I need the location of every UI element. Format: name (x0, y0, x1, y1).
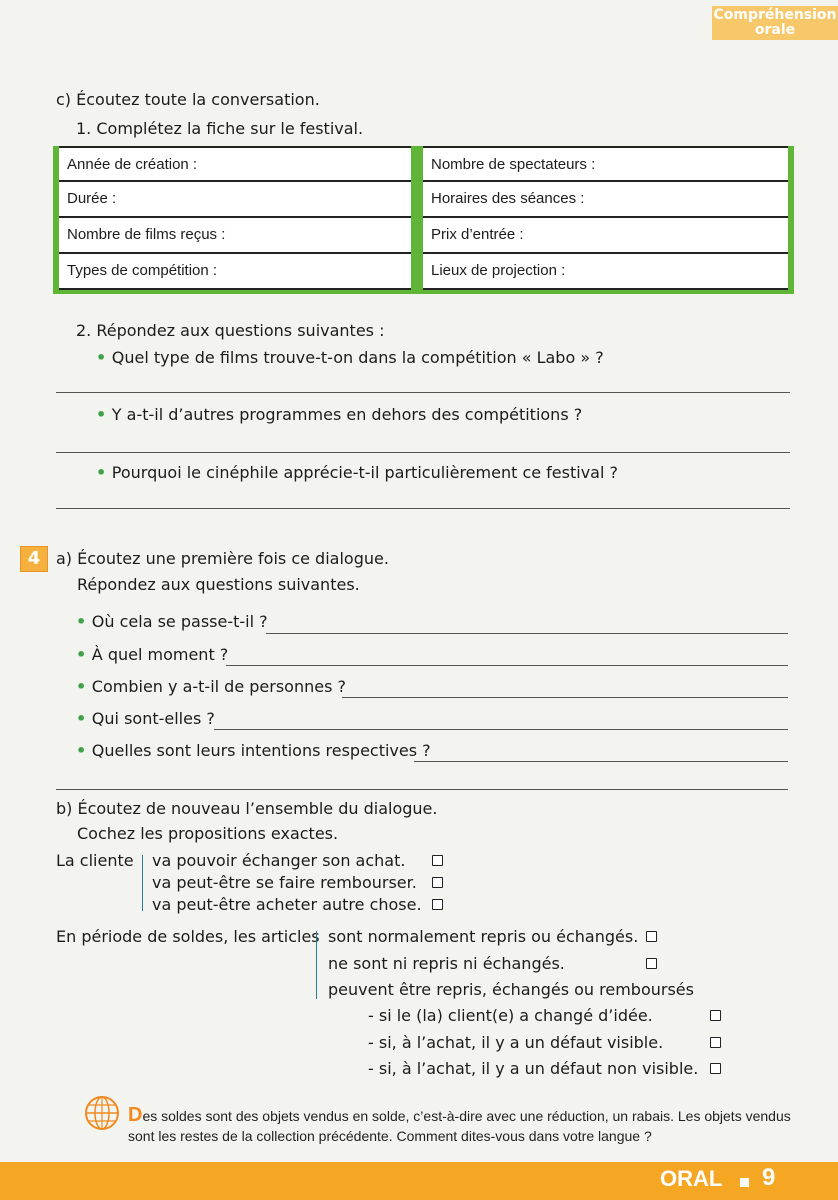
culture-note-text: es soldes sont des objets vendus en solde, c’est-à-dire avec une réduction, un rabais. Les objets vendus (142, 1108, 791, 1124)
answer-line[interactable] (342, 697, 788, 698)
question-item: • Qui sont-elles ? (76, 709, 215, 728)
answer-line[interactable] (214, 729, 788, 730)
section-tab: Compréhension orale (713, 7, 837, 38)
part-a-title: a) Écoutez une première fois ce dialogue. (56, 549, 389, 568)
question-item: • Où cela se passe-t-il ? (76, 612, 268, 631)
part-a-subtitle: Répondez aux questions suivantes. (77, 575, 360, 594)
fiche-field[interactable]: Année de création : (59, 146, 411, 182)
answer-line[interactable] (56, 789, 788, 790)
fiche-field[interactable]: Types de compétition : (59, 254, 411, 290)
part-b-title: b) Écoutez de nouveau l’ensemble du dialogue. (56, 799, 438, 818)
option-label: ne sont ni repris ni échangés. (328, 954, 565, 973)
culture-note-line2: sont les restes de la collection précédente. Comment dites-vous dans votre langue ? (128, 1128, 652, 1144)
question-item: • Quel type de films trouve-t-on dans la compétition « Labo » ? (96, 348, 604, 367)
checkbox[interactable] (710, 1063, 721, 1074)
fiche-field[interactable]: Nombre de films reçus : (59, 218, 411, 254)
culture-note-line1 (128, 1104, 791, 1127)
bracket-rule (142, 855, 143, 911)
fiche-field[interactable]: Prix d’entrée : (423, 218, 788, 254)
answer-line[interactable] (56, 508, 790, 509)
cliente-label: La cliente (56, 851, 134, 870)
soldes-label: En période de soldes, les articles (56, 927, 320, 946)
fiche-right-column (417, 146, 794, 294)
option-label: va pouvoir échanger son achat. (152, 851, 406, 870)
fiche-field[interactable]: Lieux de projection : (423, 254, 788, 290)
part-c-step1: 1. Complétez la fiche sur le festival. (76, 119, 364, 138)
checkbox[interactable] (432, 899, 443, 910)
bracket-rule (316, 931, 317, 999)
question-item: • À quel moment ? (76, 645, 228, 664)
sub-option-label: - si le (la) client(e) a changé d’idée. (368, 1006, 653, 1025)
answer-line[interactable] (56, 452, 790, 453)
checkbox[interactable] (646, 931, 657, 942)
page-number: 9 (762, 1164, 776, 1191)
option-label: sont normalement repris ou échangés. (328, 927, 639, 946)
footer-label: ORAL (660, 1166, 723, 1191)
answer-line[interactable] (414, 761, 788, 762)
checkbox[interactable] (432, 855, 443, 866)
answer-line[interactable] (56, 392, 790, 393)
sub-option-label: - si, à l’achat, il y a un défaut visible. (368, 1033, 664, 1052)
option-label: va peut-être se faire rembourser. (152, 873, 417, 892)
checkbox[interactable] (646, 958, 657, 969)
part-b-subtitle: Cochez les propositions exactes. (77, 824, 339, 843)
question-item: • Y a-t-il d’autres programmes en dehors des compétitions ? (96, 405, 582, 424)
question-item: • Quelles sont leurs intentions respectives ? (76, 741, 431, 760)
question-item: • Combien y a-t-il de personnes ? (76, 677, 346, 696)
option-label: peuvent être repris, échangés ou remboursés (328, 980, 694, 999)
answer-line[interactable] (266, 633, 788, 634)
footer-square-icon (740, 1178, 749, 1187)
option-label: va peut-être acheter autre chose. (152, 895, 422, 914)
checkbox[interactable] (432, 877, 443, 888)
fiche-field[interactable]: Horaires des séances : (423, 182, 788, 218)
question-item: • Pourquoi le cinéphile apprécie-t-il particulièrement ce festival ? (96, 463, 618, 482)
answer-line[interactable] (226, 665, 788, 666)
sub-option-label: - si, à l’achat, il y a un défaut non visible. (368, 1059, 699, 1078)
culture-note-initial: D (128, 1104, 143, 1126)
part-c-step2: 2. Répondez aux questions suivantes : (76, 321, 385, 340)
fiche-field[interactable]: Nombre de spectateurs : (423, 146, 788, 182)
checkbox[interactable] (710, 1010, 721, 1021)
part-c-title: c) Écoutez toute la conversation. (56, 90, 320, 109)
fiche-left-column (53, 146, 417, 294)
checkbox[interactable] (710, 1037, 721, 1048)
fiche-field[interactable]: Durée : (59, 182, 411, 218)
globe-icon (84, 1095, 120, 1131)
exercise-number-badge: 4 (20, 546, 48, 572)
festival-fiche (53, 146, 794, 294)
